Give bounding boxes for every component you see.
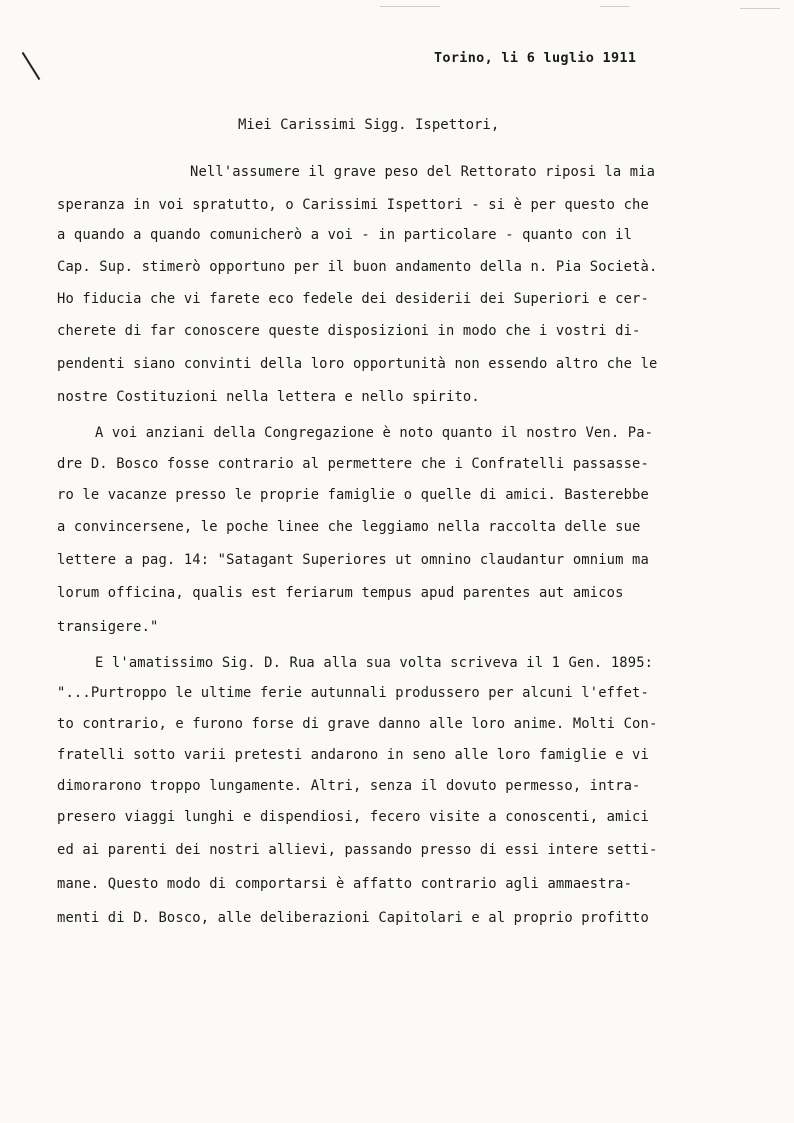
- body-line: Ho fiducia che vi farete eco fedele dei desiderii dei Superiori e cer-: [57, 291, 649, 307]
- body-line: mane. Questo modo di comportarsi è affatto contrario agli ammaestra-: [57, 876, 633, 892]
- body-line: dre D. Bosco fosse contrario al permettere che i Confratelli passasse-: [57, 456, 649, 472]
- body-line: A voi anziani della Congregazione è noto quanto il nostro Ven. Pa-: [95, 425, 654, 441]
- body-line: transigere.": [57, 619, 159, 635]
- body-line: lorum officina, qualis est feriarum tempus apud parentes aut amicos: [57, 585, 624, 601]
- scan-artifact: [380, 6, 440, 7]
- body-line: ro le vacanze presso le proprie famiglie o quelle di amici. Basterebbe: [57, 487, 649, 503]
- body-line: nostre Costituzioni nella lettera e nello spirito.: [57, 389, 480, 405]
- body-line: speranza in voi spratutto, o Carissimi Ispettori - si è per questo che: [57, 197, 649, 213]
- body-line: "...Purtroppo le ultime ferie autunnali produssero per alcuni l'effet-: [57, 685, 649, 701]
- body-line: E l'amatissimo Sig. D. Rua alla sua volta scriveva il 1 Gen. 1895:: [95, 655, 654, 671]
- body-line: menti di D. Bosco, alle deliberazioni Capitolari e al proprio profitto: [57, 910, 649, 926]
- body-line: to contrario, e furono forse di grave danno alle loro anime. Molti Con-: [57, 716, 658, 732]
- scan-artifact: [600, 6, 630, 7]
- body-line: Cap. Sup. stimerò opportuno per il buon andamento della n. Pia Società.: [57, 259, 658, 275]
- body-line: lettere a pag. 14: "Satagant Superiores ut omnino claudantur omnium ma: [57, 552, 649, 568]
- body-line: presero viaggi lunghi e dispendiosi, fecero visite a conoscenti, amici: [57, 809, 649, 825]
- body-line: dimorarono troppo lungamente. Altri, senza il dovuto permesso, intra-: [57, 778, 641, 794]
- body-line: Nell'assumere il grave peso del Rettorato riposi la mia: [190, 164, 656, 180]
- margin-mark: [22, 52, 41, 80]
- scan-artifact: [740, 8, 780, 9]
- salutation: Miei Carissimi Sigg. Ispettori,: [238, 117, 500, 133]
- body-line: fratelli sotto varii pretesti andarono in seno alle loro famiglie e vi: [57, 747, 649, 763]
- body-line: pendenti siano convinti della loro opportunità non essendo altro che le: [57, 356, 658, 372]
- body-line: ed ai parenti dei nostri allievi, passando presso di essi intere setti-: [57, 842, 658, 858]
- body-line: a convincersene, le poche linee che leggiamo nella raccolta delle sue: [57, 519, 641, 535]
- body-line: cherete di far conoscere queste disposizioni in modo che i vostri di-: [57, 323, 641, 339]
- dateline: Torino, li 6 luglio 1911: [434, 50, 637, 66]
- body-line: a quando a quando comunicherò a voi - in particolare - quanto con il: [57, 227, 633, 243]
